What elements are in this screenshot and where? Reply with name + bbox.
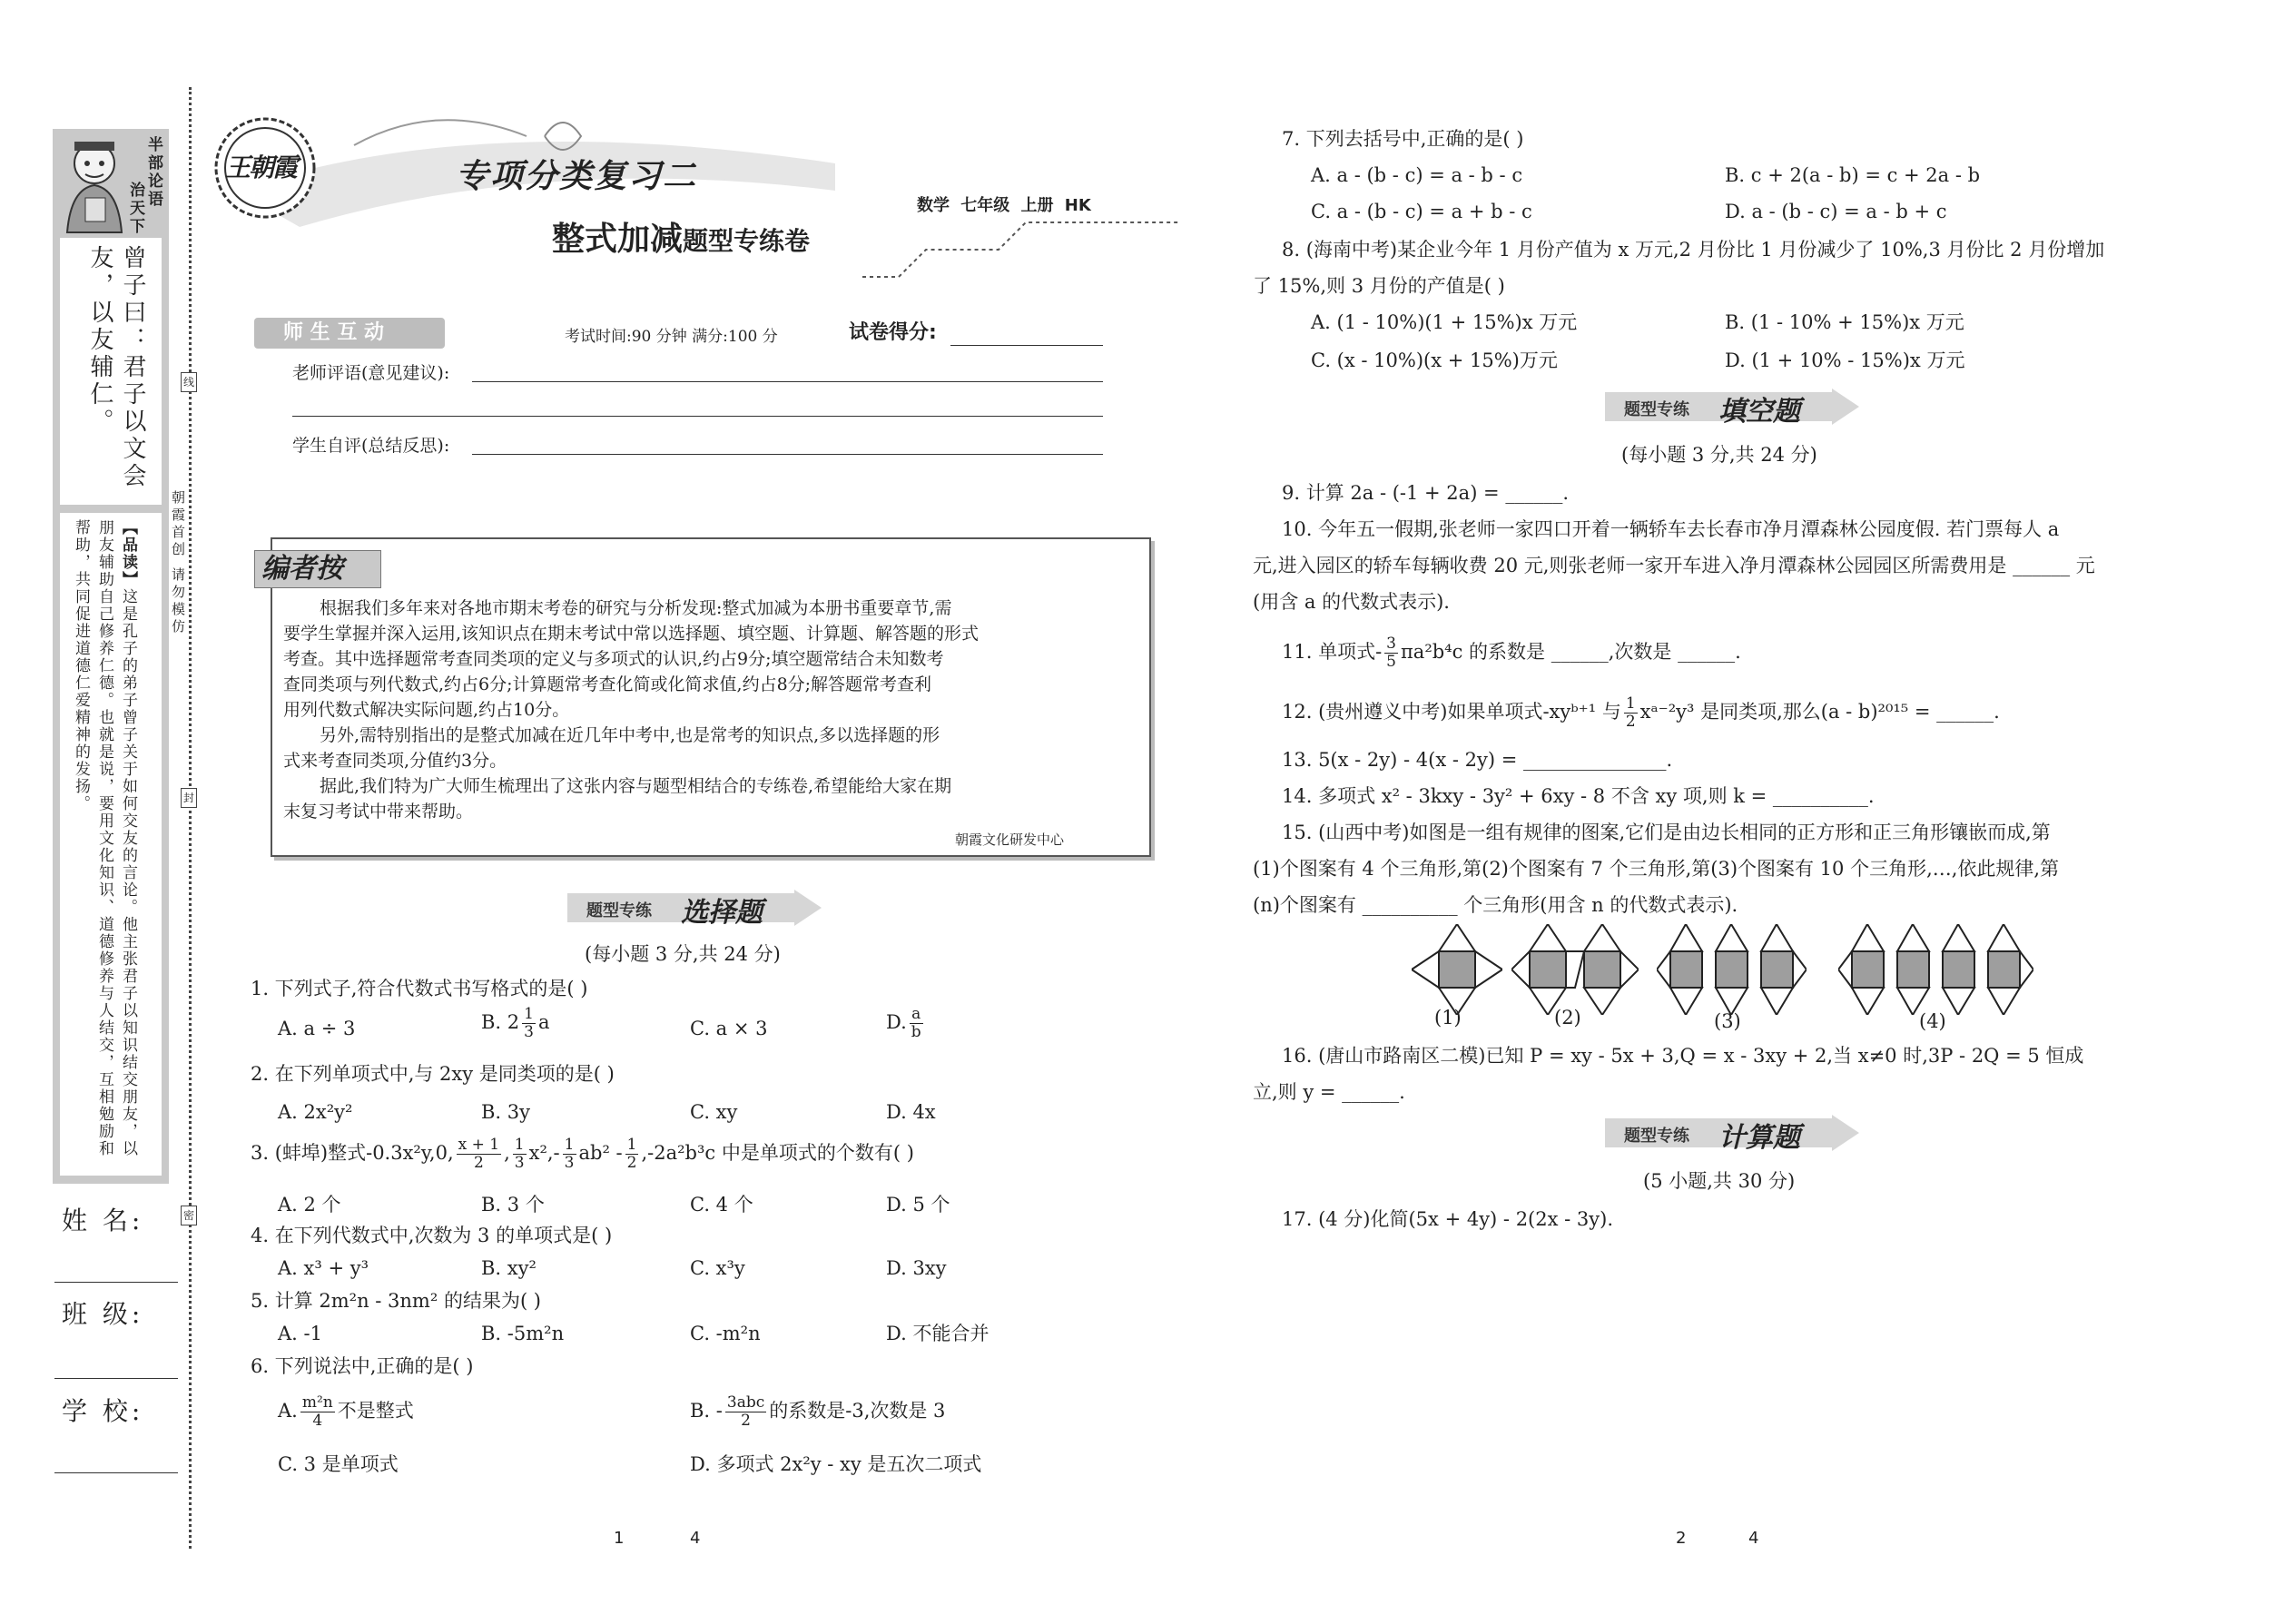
q7-option-a: A. a - (b - c) = a - b - c [1311, 164, 1523, 186]
q11-num: 3 [1386, 635, 1396, 653]
q3-f1-den: 2 [473, 1154, 484, 1172]
interact-label: 师 生 互 动 [283, 321, 384, 344]
score-line [950, 345, 1103, 346]
q6-b-num: 3abc [726, 1393, 765, 1412]
q8-option-d: D. (1 + 10% - 15%)x 万元 [1725, 349, 1965, 371]
q6-a-fraction [300, 1394, 335, 1430]
q15-line-2: (1)个图案有 4 个三角形,第(2)个图案有 7 个三角形,第(3)个图案有 10 个三角形,…,依此规律,第 [1253, 858, 2060, 880]
choice-banner [572, 890, 817, 929]
q6-option-b [690, 1394, 945, 1430]
q3-fraction-2 [513, 1137, 527, 1172]
q9-text: 9. 计算 2a - (-1 + 2a) = ______. [1282, 482, 1570, 504]
q1-stem: 1. 下列式子,符合代数式书写格式的是( ) [251, 978, 588, 999]
q16-line-1: 16. (唐山市路南区二模)已知 P = xy - 5x + 3,Q = x - 3xy + 2,当 x≠0 时,3P - 2Q = 5 恒成 [1282, 1045, 2084, 1067]
editor-note-line-8: 据此,我们特为广大师生梳理出了这张内容与题型相结合的专练卷,希望能给大家在期 [320, 776, 952, 796]
q3-mid-1: , [504, 1142, 510, 1164]
left-page-total: 4 [690, 1529, 701, 1548]
q4-option-c: C. x³y [690, 1257, 745, 1279]
fill-banner [1610, 389, 1855, 428]
q12-fraction [1624, 695, 1638, 731]
choice-banner-title: 选择题 [681, 897, 763, 929]
q1-option-c: C. a × 3 [690, 1018, 768, 1039]
q3-option-c: C. 4 个 [690, 1194, 753, 1216]
q1-b-post: a [537, 1011, 550, 1033]
q15-line-3: (n)个图案有 __________ 个三角形(用含 n 的代数式表示). [1253, 894, 1738, 916]
q13-text: 13. 5(x - 2y) - 4(x - 2y) = _______________. [1282, 749, 1673, 771]
q10-line-3: (用含 a 的代数式表示). [1253, 591, 1450, 613]
q8-option-b: B. (1 - 10% + 15%)x 万元 [1725, 311, 1964, 333]
sidebar-note [69, 519, 140, 1173]
series-chars-1: 半部论语 [144, 136, 162, 209]
q1-d-den: b [911, 1023, 921, 1041]
q12-post: xᵃ⁻²y³ 是同类项,那么(a - b)²⁰¹⁵ = ______. [1639, 701, 2000, 723]
q2-stem: 2. 在下列单项式中,与 2xy 是同类项的是( ) [251, 1063, 615, 1085]
q3-mid-2: x²,- [528, 1142, 560, 1164]
q2-option-a: A. 2x²y² [278, 1101, 353, 1123]
q11-post: πa²b⁴c 的系数是 ______,次数是 ______. [1401, 641, 1741, 663]
q1-b-pre: B. 2 [481, 1011, 520, 1033]
q6-a-den: 4 [312, 1412, 323, 1430]
q1-d-num: a [910, 1006, 923, 1024]
q12-text [1282, 695, 2000, 731]
q3-f1-num: x + 1 [458, 1136, 500, 1154]
q6-a-pre: A. [278, 1400, 298, 1422]
calc-banner-tag: 题型专练 [1624, 1127, 1689, 1146]
q7-option-c: C. a - (b - c) = a + b - c [1311, 201, 1532, 222]
teacher-comment-line-2 [292, 416, 1103, 417]
editor-note-line-4: 查同类项与列代数式,约占6分;计算题常考查化简或化简求值,约占8分;解答题常考查利 [283, 674, 932, 694]
editor-note-line-5: 用列代数式解决实际问题,约占10分。 [283, 700, 570, 720]
q4-option-b: B. xy² [481, 1257, 537, 1279]
editor-note-line-6: 另外,需特别指出的是整式加减在近几年中考中,也是常考的知识点,多以选择题的形 [320, 725, 940, 745]
q3-mid-3: ab² - [578, 1142, 623, 1164]
left-page-number: 1 [614, 1529, 625, 1548]
q1-b-fraction [522, 1006, 536, 1041]
q6-b-post: 的系数是-3,次数是 3 [769, 1400, 946, 1422]
q3-option-d: D. 5 个 [886, 1194, 950, 1216]
q4-stem: 4. 在下列代数式中,次数为 3 的单项式是( ) [251, 1225, 613, 1246]
q3-f4-den: 2 [626, 1154, 637, 1172]
right-page-total: 4 [1748, 1529, 1759, 1548]
q15-figure-2 [1511, 924, 1639, 1015]
series-chars-2: 治天下 [126, 182, 144, 236]
calc-banner [1610, 1115, 1855, 1154]
sidebar-quote: 曾子曰：君子以文会友，以友辅仁。 [86, 245, 146, 490]
choice-score: (每小题 3 分,共 24 分) [585, 943, 781, 965]
editor-note-line-9: 末复习考试中带来帮助。 [283, 802, 474, 822]
cut-mark-seal: 封 [181, 788, 197, 808]
q1-d-fraction [910, 1006, 923, 1041]
q8-stem-line-2: 了 15%,则 3 月份的产值是( ) [1253, 275, 1505, 297]
q6-option-d: D. 多项式 2x²y - xy 是五次二项式 [690, 1453, 982, 1475]
q1-b-num: 1 [524, 1005, 534, 1023]
scholar-illustration [58, 134, 131, 234]
cut-mark-secret: 密 [181, 1206, 197, 1225]
q15-figure-1 [1412, 924, 1502, 1015]
fill-score: (每小题 3 分,共 24 分) [1621, 444, 1817, 466]
vertical-notice: 朝霞首创 请勿模仿 [170, 490, 186, 636]
series-title: 专项分类复习二 [456, 158, 698, 195]
q5-option-d: D. 不能合并 [886, 1323, 989, 1344]
q5-stem: 5. 计算 2m²n - 3nm² 的结果为( ) [251, 1290, 542, 1312]
teacher-comment-line-1 [472, 381, 1103, 382]
q11-pre: 11. 单项式- [1282, 641, 1383, 663]
q5-option-a: A. -1 [278, 1323, 322, 1344]
calc-banner-title: 计算题 [1718, 1122, 1800, 1154]
q6-a-num: m²n [301, 1393, 333, 1412]
title-dotted-line [862, 209, 1180, 281]
fill-banner-title: 填空题 [1718, 396, 1800, 428]
q2-option-d: D. 4x [886, 1101, 936, 1123]
q3-stem-post: ,-2a²b³c 中是单项式的个数有( ) [641, 1142, 914, 1164]
class-label: 班 级: [62, 1299, 144, 1329]
q11-den: 5 [1386, 653, 1396, 671]
editor-note-line-3: 考查。其中选择题常考查同类项的定义与多项式的认识,约占9分;填空题常结合未知数考 [283, 649, 944, 669]
q7-option-d: D. a - (b - c) = a - b + c [1725, 201, 1947, 222]
class-line [54, 1378, 178, 1379]
q12-den: 2 [1625, 713, 1636, 731]
fill-banner-tag: 题型专练 [1624, 400, 1689, 419]
q6-b-pre: B. - [690, 1400, 723, 1422]
editor-note-signature: 朝霞文化研发中心 [955, 832, 1065, 848]
q15-figure-4 [1838, 924, 2033, 1015]
q15-fig-label-4: (4) [1919, 1010, 1946, 1032]
calc-score: (5 小题,共 30 分) [1643, 1170, 1796, 1192]
q3-f2-num: 1 [514, 1136, 525, 1154]
q15-fig-label-3: (3) [1714, 1010, 1741, 1032]
q3-stem-pre: 3. (蚌埠)整式-0.3x²y,0, [251, 1142, 454, 1164]
editor-note-line-7: 式来考查同类项,分值约3分。 [283, 751, 507, 771]
q6-a-post: 不是整式 [337, 1400, 414, 1422]
right-page-number: 2 [1676, 1529, 1687, 1548]
q7-option-b: B. c + 2(a - b) = c + 2a - b [1725, 164, 1981, 186]
school-label: 学 校: [62, 1396, 144, 1426]
score-label: 试卷得分: [849, 321, 937, 344]
q8-stem-line-1: 8. (海南中考)某企业今年 1 月份产值为 x 万元,2 月份比 1 月份减少了 10%,3 月份比 2 月份增加 [1282, 239, 2105, 261]
paper-title-big: 整式加减 [552, 220, 684, 258]
q5-option-c: C. -m²n [690, 1323, 761, 1344]
q8-option-a: A. (1 - 10%)(1 + 15%)x 万元 [1311, 311, 1578, 333]
q3-option-a: A. 2 个 [278, 1194, 341, 1216]
q12-num: 1 [1625, 694, 1636, 713]
q15-fig-label-1: (1) [1434, 1007, 1462, 1029]
q1-b-den: 3 [524, 1023, 534, 1041]
q4-option-d: D. 3xy [886, 1257, 947, 1279]
q2-option-b: B. 3y [481, 1101, 531, 1123]
editor-note-title: 编者按 [261, 553, 343, 585]
q1-option-b [481, 1006, 550, 1041]
q5-option-b: B. -5m²n [481, 1323, 565, 1344]
paper-title [552, 220, 811, 258]
q1-option-d [886, 1006, 926, 1041]
q3-option-b: B. 3 个 [481, 1194, 545, 1216]
q6-option-c: C. 3 是单项式 [278, 1453, 399, 1475]
q10-line-2: 元,进入园区的轿车每辆收费 20 元,则张老师一家开车进入净月潭森林公园园区所需费用是 ______ 元 [1253, 555, 2095, 576]
q4-option-a: A. x³ + y³ [278, 1257, 369, 1279]
name-label: 姓 名: [62, 1206, 144, 1235]
q10-line-1: 10. 今年五一假期,张老师一家四口开着一辆轿车去长春市净月潭森林公园度假. 若门票每人 a [1282, 518, 2060, 540]
school-line [54, 1472, 178, 1473]
teacher-comment-label: 老师评语(意见建议): [292, 363, 450, 383]
q14-text: 14. 多项式 x² - 3kxy - 3y² + 6xy - 8 不含 xy 项,则 k = __________. [1282, 785, 1875, 807]
student-comment-line [472, 454, 1103, 455]
cut-line [189, 87, 192, 1549]
q3-fraction-4 [625, 1137, 639, 1172]
paper-title-small: 题型专练卷 [683, 226, 811, 256]
editor-note-line-1: 根据我们多年来对各地市期末考卷的研究与分析发现:整式加减为本册书重要章节,需 [320, 598, 952, 618]
sidebar-note-title: 【品读】 [119, 519, 137, 588]
subject-tag: 数学 七年级 上册 HK [917, 196, 1091, 215]
q15-fig-label-2: (2) [1554, 1007, 1581, 1029]
q8-option-c: C. (x - 10%)(x + 15%)万元 [1311, 349, 1558, 371]
q15-line-1: 15. (山西中考)如图是一组有规律的图案,它们是由边长相同的正方形和正三角形镶嵌而成,第 [1282, 822, 2051, 843]
q3-f3-num: 1 [564, 1136, 575, 1154]
q3-stem [251, 1137, 914, 1172]
q3-f3-den: 3 [564, 1154, 575, 1172]
q16-line-2: 立,则 y = ______. [1253, 1081, 1405, 1103]
q11-fraction [1384, 635, 1398, 671]
q3-fraction-3 [563, 1137, 576, 1172]
logo-text: 王朝霞 [225, 153, 297, 182]
exam-time: 考试时间:90 分钟 满分:100 分 [565, 328, 778, 346]
q3-fraction-1 [457, 1137, 501, 1172]
q17-text: 17. (4 分)化简(5x + 4y) - 2(2x - 3y). [1282, 1208, 1613, 1230]
q2-option-c: C. xy [690, 1101, 738, 1123]
cut-mark-line: 线 [181, 372, 197, 392]
editor-note-line-2: 要学生掌握并深入运用,该知识点在期末考试中常以选择题、填空题、计算题、解答题的形式 [283, 624, 980, 644]
q1-option-a: A. a ÷ 3 [278, 1018, 356, 1039]
name-line [54, 1282, 178, 1283]
q6-stem: 6. 下列说法中,正确的是( ) [251, 1355, 474, 1377]
q6-b-den: 2 [741, 1412, 751, 1430]
choice-banner-tag: 题型专练 [586, 901, 652, 920]
q11-text [1282, 635, 1741, 671]
q12-pre: 12. (贵州遵义中考)如果单项式-xyᵇ⁺¹ 与 [1282, 701, 1621, 723]
q6-option-a [278, 1394, 414, 1430]
q3-f4-num: 1 [626, 1136, 637, 1154]
q3-f2-den: 3 [514, 1154, 525, 1172]
q7-stem: 7. 下列去括号中,正确的是( ) [1282, 128, 1524, 150]
q1-d-pre: D. [886, 1011, 907, 1033]
q6-b-fraction [725, 1394, 766, 1430]
sidebar-note-body: 这是孔子的弟子曾子关于如何交友的言论。他主张君子以知识结交朋友，以朋友辅助自己修养仁德。也就是说，要用文化知识、道德修养与人结交，互相勉励和帮助，共同促进道德仁爱精神的发扬。 [72, 519, 137, 1157]
q15-figure-3 [1657, 924, 1807, 1015]
student-comment-label: 学生自评(总结反思): [292, 436, 450, 456]
